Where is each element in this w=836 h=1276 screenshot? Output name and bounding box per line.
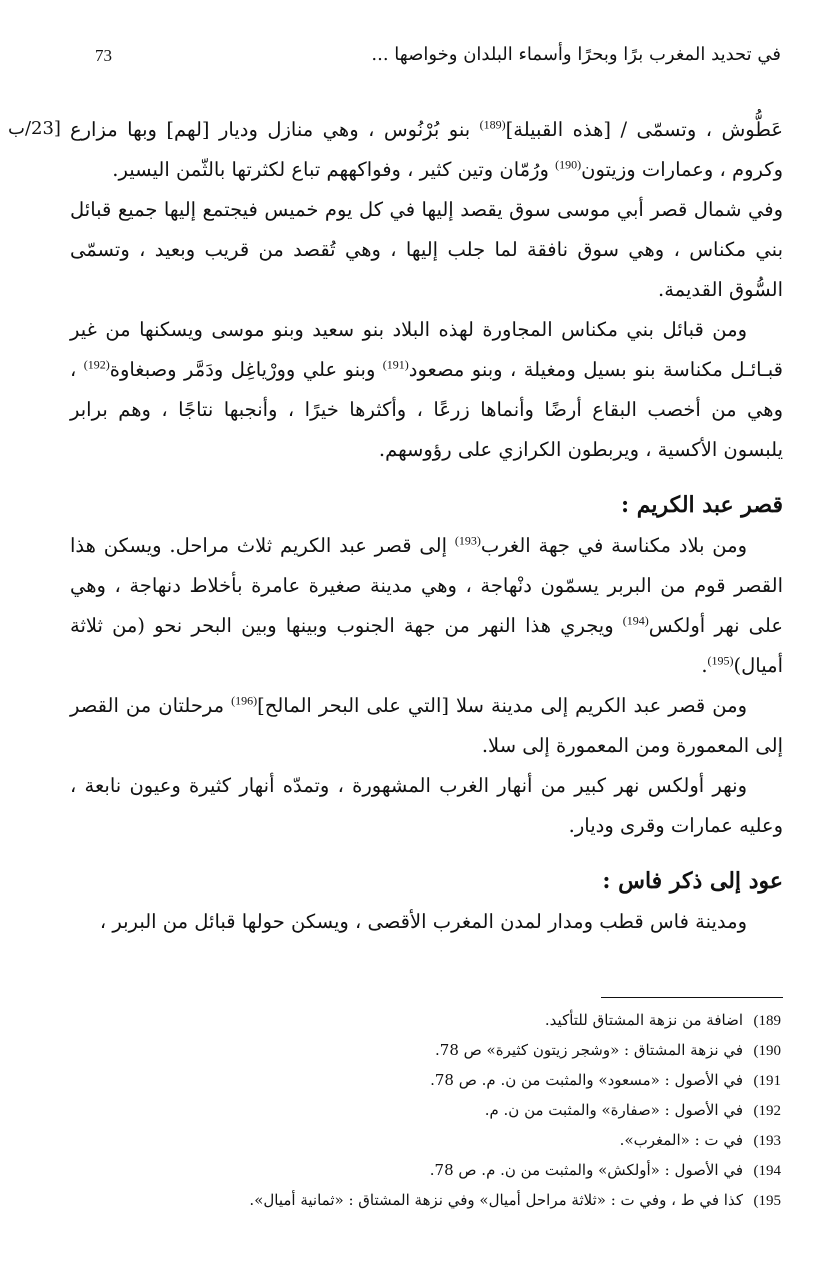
footnote-number: 190) [753,1043,781,1059]
footnote-ref-195[interactable]: (195) [707,653,734,668]
main-text [70,110,783,942]
footnote-189 [70,1006,781,1036]
footnote-ref-191[interactable]: (191) [382,357,409,372]
footnote-number: 193) [753,1133,781,1149]
footnote-190 [70,1036,781,1066]
footnote-text: في ت : «المغرب». [619,1131,743,1149]
section-heading-fez: عود إلى ذكر فاس : [602,868,783,894]
footnote-ref-193[interactable]: (193) [454,533,481,548]
footnote-text: اضافة من نزهة المشتاق للتأكيد. [544,1011,743,1029]
footnote-text: في نزهة المشتاق : «وشجر زيتون كثيرة» ص 78. [435,1041,743,1059]
paragraph-5: ومن قصر عبد الكريم إلى مدينة سلا [التي على البحر المالح]$^{(196)}$ مرحلتان من القصر إلى المعمورة ومن المعمورة إلى سلا. [70,693,783,757]
footnote-text: كذا في ط ، وفي ت : «ثلاثة مراحل أميال» وفي نزهة المشتاق : «ثمانية أميال». [249,1191,743,1209]
footnote-text: في الأصول : «مسعود» والمثبت من ن. م. ص 78. [430,1071,743,1089]
footnote-192 [70,1096,781,1126]
footnote-195 [70,1186,781,1216]
folio-margin-note: [23/ب [8,118,61,139]
paragraph-1: عَطُّوش ، وتسمّى / [هذه القبيلة]$^{(189)}$ بنو بُرْنُوس ، وهي منازل وديار [لهم] وبها مزارع وكروم ، وعمارات وزيتون$^{(190)}$ ورُمّان وتين كثير ، وفواكههم تباع لكثرتها بالثّمن اليسير. [70,117,783,181]
section-heading-qasr-abd-al-karim: قصر عبد الكريم : [620,492,783,518]
footnote-text: في الأصول : «أولكش» والمثبت من ن. م. ص 78. [429,1161,743,1179]
footnote-number: 192) [753,1103,781,1119]
footnote-ref-194[interactable]: (194) [622,613,649,628]
page-header [80,44,781,74]
footnote-ref-196[interactable]: (196) [231,693,258,708]
footnote-number: 189) [753,1013,781,1029]
footnote-193 [70,1126,781,1156]
paragraph-4: ومن بلاد مكناسة في جهة الغرب$^{(193)}$ إلى قصر عبد الكريم ثلاث مراحل. ويسكن هذا القصر قوم من البربر يسمّون دنْهاجة ، وهي مدينة صغيرة عامرة بأخلاط دنهاجة ، وهي على نهر أولكس$^{(194)}$ ويجري هذا النهر من جهة الجنوب وبينها وبين البحر نحو (من ثلاثة أميال)$^{(195)}$. [70,533,783,677]
paragraph-6: ونهر أولكس نهر كبير من أنهار الغرب المشهورة ، وتمدّه أنهار كثيرة وعيون نابعة ، وعليه عمارات وقرى وديار. [70,774,783,837]
footnote-ref-192[interactable]: (192) [83,357,110,372]
paragraph-3: ومن قبائل بني مكناس المجاورة لهذه البلاد بنو سعيد وبنو موسى ويسكنها من غير قبـائـل مكناسة بنو بسيل ومغيلة ، وبنو مصعود$^{(191)}$ وبنو علي وورْياغِل ودَمَّر وصبغاوة$^{(192)}$ ، وهي من أخصب البقاع أرضًا وأنماها زرعًا ، وأكثرها خيرًا ، وأنجبها نتاجًا ، وهم برابر يلبسون الأكسية ، ويربطون الكرازي على رؤوسهم. [70,318,783,461]
paragraph-2: وفي شمال قصر أبي موسى سوق يقصد إليها في كل يوم خميس فيجتمع إليها جميع قبائل بني مكناس ، وهي سوق نافقة لما جلب إليها ، وهي تُقصد من قريب وبعيد ، وتسمّى السُّوق القديمة. [70,198,783,301]
footnote-text: في الأصول : «صفارة» والمثبت من ن. م. [484,1101,743,1119]
running-title: في تحديد المغرب برًا وبحرًا وأسماء البلدان وخواصها ... [371,44,781,65]
footnote-ref-190[interactable]: (190) [555,157,582,172]
footnotes [70,1006,781,1216]
footnote-number: 195) [753,1193,781,1209]
footnote-ref-189[interactable]: (189) [479,117,506,132]
footnote-number: 194) [753,1163,781,1179]
footnote-number: 191) [753,1073,781,1089]
footnote-191 [70,1066,781,1096]
page-number: 73 [95,46,112,65]
footnote-separator [601,997,783,998]
footnote-194 [70,1156,781,1186]
paragraph-7: ومدينة فاس قطب ومدار لمدن المغرب الأقصى ، ويسكن حولها قبائل من البربر ، [99,910,747,933]
